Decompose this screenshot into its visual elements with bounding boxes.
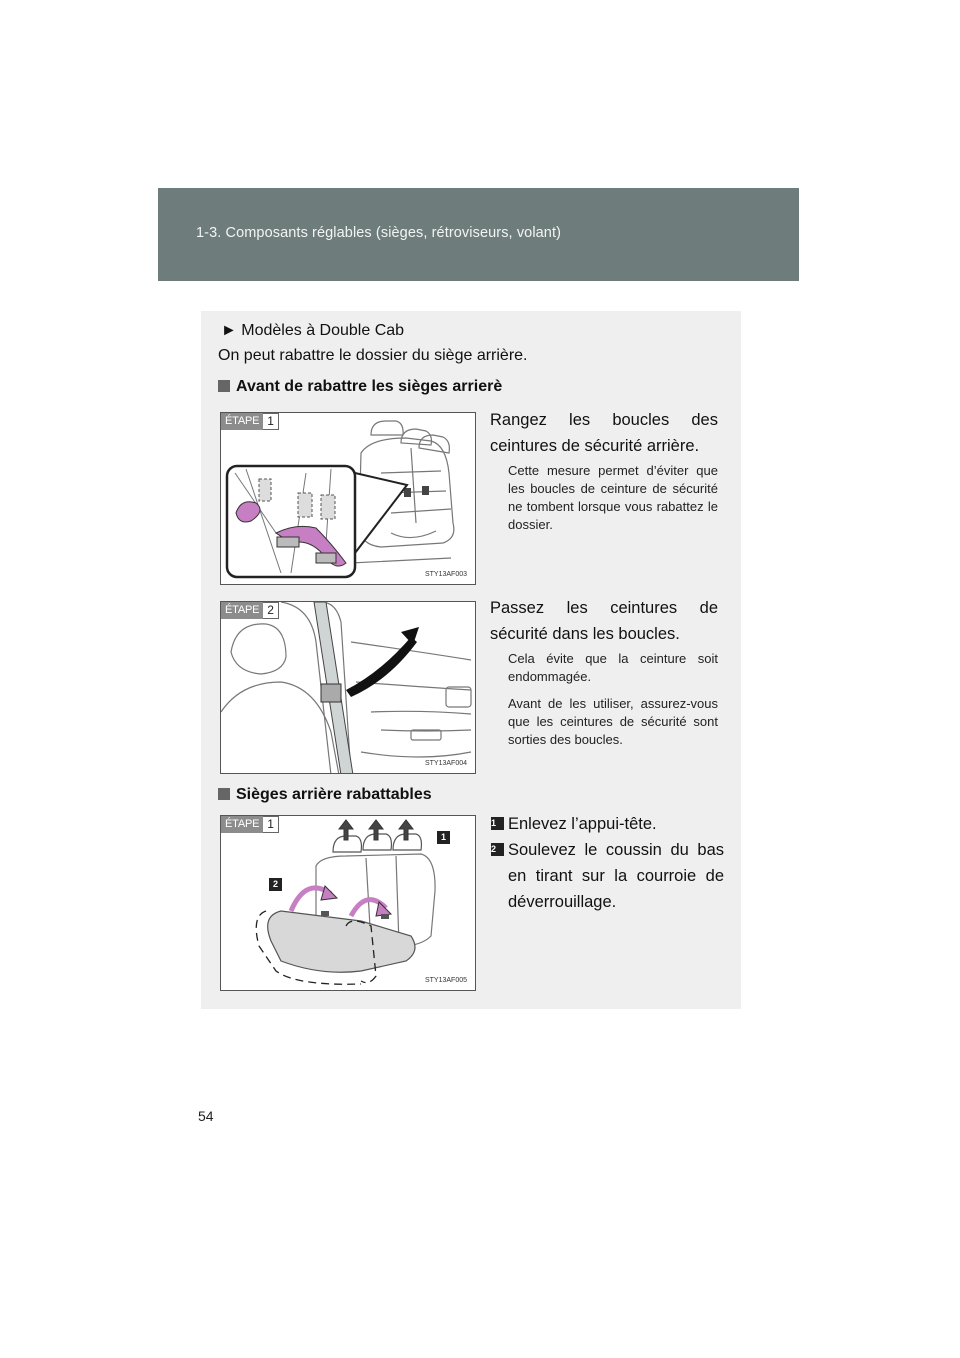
numbered-step-text: Soulevez le coussin du bas en tirant sur la courroie de déverrouillage. bbox=[508, 841, 724, 911]
section-title-text: Avant de rabattre les sièges arrierè bbox=[236, 378, 503, 395]
step-badge-number: 2 bbox=[263, 602, 279, 619]
seat-buckles-illustration bbox=[221, 413, 476, 585]
numbered-step bbox=[491, 811, 724, 837]
section-heading-folding-seats bbox=[218, 786, 432, 804]
seatbelt-illustration bbox=[221, 602, 476, 774]
image-code: STY13AF005 bbox=[424, 977, 467, 984]
square-bullet-icon bbox=[218, 380, 230, 392]
numbered-step bbox=[491, 837, 724, 915]
step-badge bbox=[221, 413, 279, 430]
step-badge-label: ÉTAPE bbox=[221, 816, 263, 833]
figure-fold-rear-seat bbox=[220, 815, 476, 991]
step-note: Avant de les utiliser, assurez-vous que les ceintures de sécurité sont sorties des boucles. bbox=[508, 696, 718, 747]
step-number-badge: 2 bbox=[491, 843, 504, 856]
figure-buckle-storage bbox=[220, 412, 476, 585]
models-label: ► Modèles à Double Cab bbox=[221, 322, 405, 339]
step-badge-label: ÉTAPE bbox=[221, 413, 263, 430]
section-heading-fold-prep bbox=[218, 378, 502, 396]
step-note: Cette mesure permet d’éviter que les boucles de ceinture de sécurité ne tombent lorsque vous rabattez le dossier. bbox=[508, 463, 718, 532]
step-badge-number: 1 bbox=[263, 816, 279, 833]
callout-2: 2 bbox=[272, 879, 278, 889]
image-code: STY13AF004 bbox=[424, 760, 467, 767]
step-badge bbox=[221, 602, 279, 619]
step-number-badge: 1 bbox=[491, 817, 504, 830]
numbered-step-text: Enlevez l’appui-tête. bbox=[508, 815, 657, 833]
section-title: 1-3. Composants réglables (sièges, rétroviseurs, volant) bbox=[196, 225, 562, 241]
image-code: STY13AF003 bbox=[424, 571, 467, 578]
step-instruction: Passez les ceintures de sécurité dans les boucles. bbox=[490, 599, 718, 643]
square-bullet-icon bbox=[218, 788, 230, 800]
section-title-text: Sièges arrière rabattables bbox=[236, 786, 432, 803]
step-badge-label: ÉTAPE bbox=[221, 602, 263, 619]
intro-text: On peut rabattre le dossier du siège arrière. bbox=[218, 347, 528, 364]
page-number: 54 bbox=[198, 1108, 214, 1124]
step-instruction: Rangez les boucles des ceintures de sécurité arrière. bbox=[490, 411, 718, 455]
figure-belt-through-buckle bbox=[220, 601, 476, 774]
step-badge-number: 1 bbox=[263, 413, 279, 430]
callout-1: 1 bbox=[440, 832, 446, 842]
step-note: Cela évite que la ceinture soit endommagée. bbox=[508, 651, 718, 684]
section-header-band bbox=[158, 188, 799, 281]
step-badge bbox=[221, 816, 279, 833]
content-panel bbox=[201, 311, 741, 1009]
